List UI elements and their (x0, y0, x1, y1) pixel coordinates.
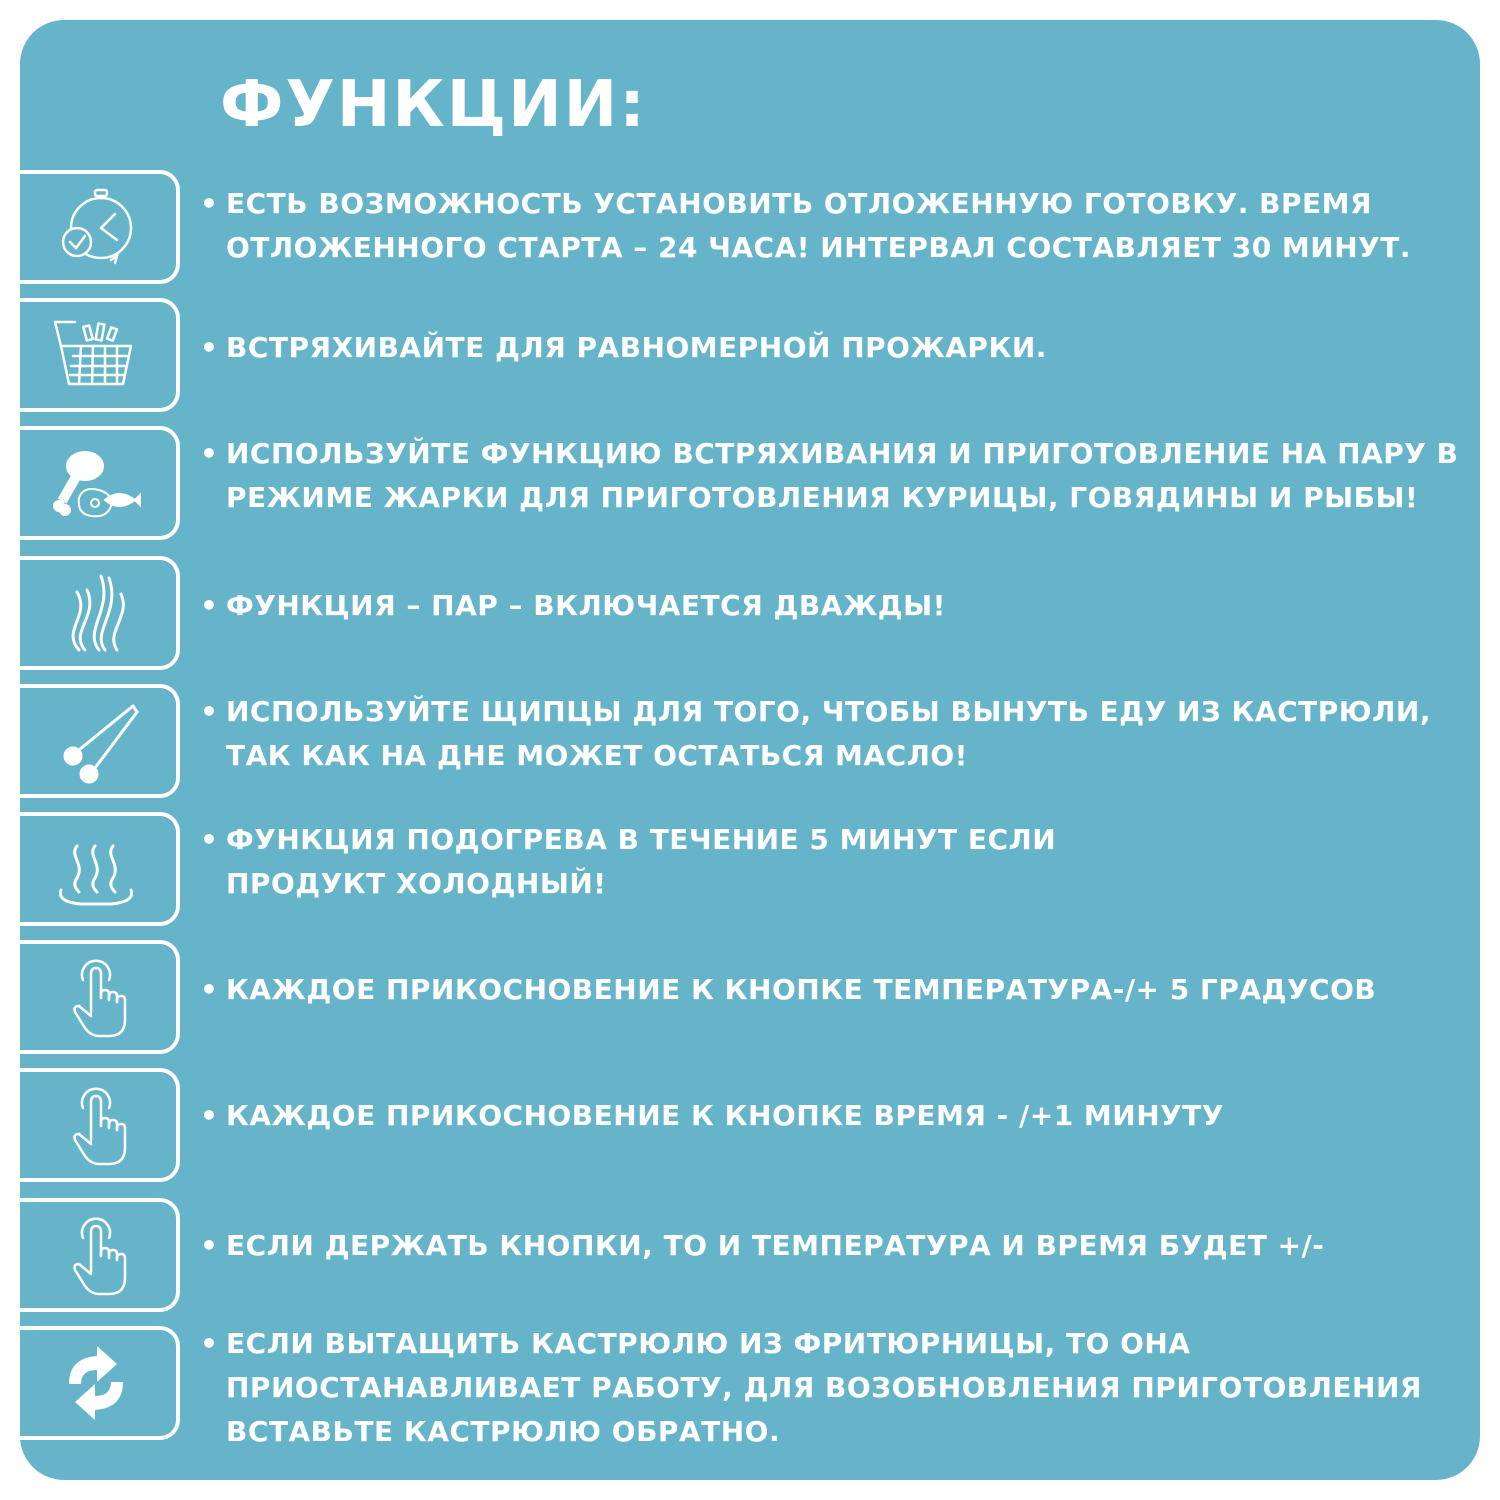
icon-frame (20, 812, 180, 926)
touch-finger-icon (51, 1082, 141, 1168)
chicken-meat-fish-icon (51, 440, 141, 526)
steam-icon (51, 570, 141, 656)
refresh-arrows-icon (51, 1340, 141, 1426)
icon-frame (20, 170, 180, 284)
icon-frame (20, 940, 180, 1054)
icon-frame (20, 1068, 180, 1182)
item-text: • ФУНКЦИЯ – ПАР – ВКЛЮЧАЕТСЯ ДВАЖДЫ! (200, 584, 946, 628)
item-text: • ИСПОЛЬЗУЙТЕ ЩИПЦЫ ДЛЯ ТОГО, ЧТОБЫ ВЫНУТЬ ЕДУ ИЗ КАСТРЮЛИ, ТАК КАК НА ДНЕ МОЖЕТ ОСТАТЬСЯ МАСЛО! (200, 690, 1431, 778)
fryer-basket-icon (51, 312, 141, 398)
timer-check-icon (51, 184, 141, 270)
item-text: • КАЖДОЕ ПРИКОСНОВЕНИЕ К КНОПКЕ ВРЕМЯ - /+1 МИНУТУ (200, 1094, 1224, 1138)
icon-frame (20, 426, 180, 540)
item-text: • ИСПОЛЬЗУЙТЕ ФУНКЦИЮ ВСТРЯХИВАНИЯ И ПРИГОТОВЛЕНИЕ НА ПАРУ В РЕЖИМЕ ЖАРКИ ДЛЯ ПРИГОТОВЛЕНИЯ КУРИЦЫ, ГОВЯДИНЫ И РЫБЫ! (200, 432, 1458, 520)
icon-frame (20, 684, 180, 798)
heat-waves-icon (51, 826, 141, 912)
touch-finger-icon (51, 1212, 141, 1298)
item-text: • ЕСТЬ ВОЗМОЖНОСТЬ УСТАНОВИТЬ ОТЛОЖЕННУЮ ГОТОВКУ. ВРЕМЯ ОТЛОЖЕННОГО СТАРТА – 24 ЧАСА! ИНТЕРВАЛ СОСТАВЛЯЕТ 30 МИНУТ. (200, 182, 1411, 270)
item-text: • ЕСЛИ ДЕРЖАТЬ КНОПКИ, ТО И ТЕМПЕРАТУРА И ВРЕМЯ БУДЕТ +/- (200, 1224, 1324, 1268)
item-text: • ВСТРЯХИВАЙТЕ ДЛЯ РАВНОМЕРНОЙ ПРОЖАРКИ. (200, 326, 1047, 370)
icon-frame (20, 298, 180, 412)
icon-frame (20, 1326, 180, 1440)
item-text: • ЕСЛИ ВЫТАЩИТЬ КАСТРЮЛЮ ИЗ ФРИТЮРНИЦЫ, ТО ОНА ПРИОСТАНАВЛИВАЕТ РАБОТУ, ДЛЯ ВОЗОБНОВЛЕНИЯ ПРИГОТОВЛЕНИЯ ВСТАВЬТЕ КАСТРЮЛЮ ОБРАТНО. (200, 1322, 1422, 1454)
tongs-icon (51, 698, 141, 784)
page-title: ФУНКЦИИ: (220, 68, 647, 142)
icon-frame (20, 1198, 180, 1312)
item-text: • ФУНКЦИЯ ПОДОГРЕВА В ТЕЧЕНИЕ 5 МИНУТ ЕСЛИ ПРОДУКТ ХОЛОДНЫЙ! (200, 818, 1056, 906)
touch-finger-icon (51, 954, 141, 1040)
item-text: • КАЖДОЕ ПРИКОСНОВЕНИЕ К КНОПКЕ ТЕМПЕРАТУРА-/+ 5 ГРАДУСОВ (200, 968, 1376, 1012)
functions-panel (20, 20, 1480, 1480)
icon-frame (20, 556, 180, 670)
